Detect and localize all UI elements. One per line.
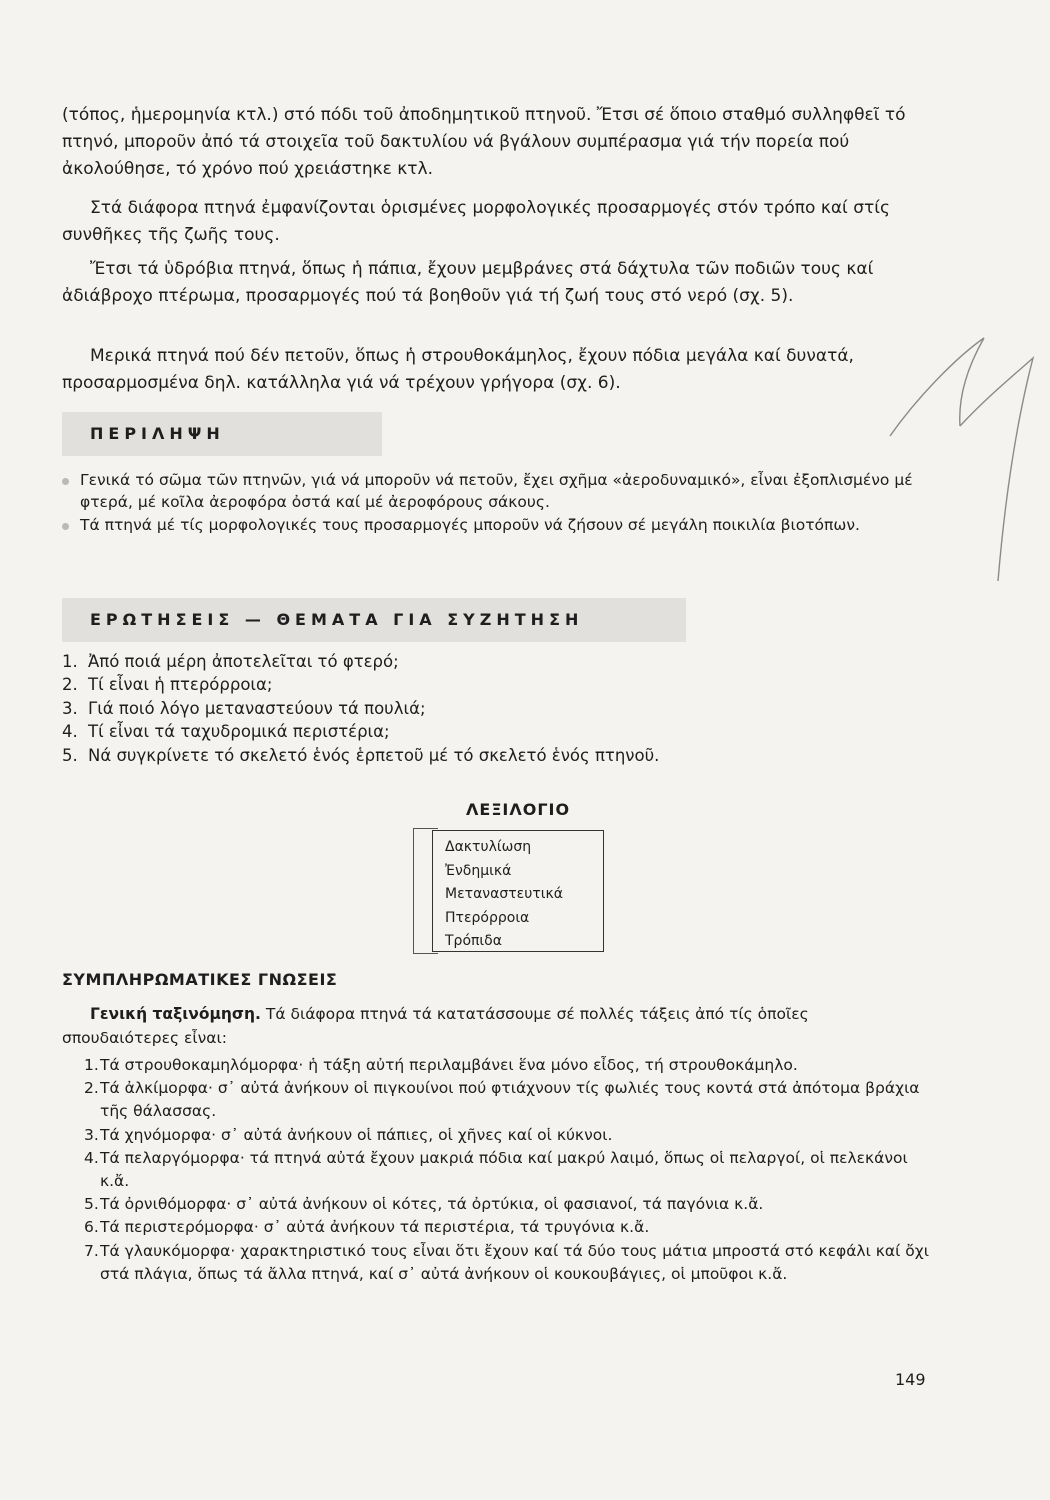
summary-item: Γενικά τό σῶμα τῶν πτηνῶν, γιά νά μποροῦν νά πετοῦν, ἔχει σχῆμα «ἀεροδυναμικό», εἶναι ἐξοπλισμένο μέ φτερά, μέ κοῖλα ἀεροφόρα ὀστά καί μέ ἀεροφόρους σάκους. — [62, 470, 932, 513]
body-paragraph-2: Στά διάφορα πτηνά ἐμφανίζονται ὁρισμένες μορφολογικές προσαρμογές στόν τρόπο καί στίς συνθῆκες τῆς ζωῆς τους. — [62, 198, 890, 245]
order-list — [62, 1054, 934, 1286]
supplementary-intro-text: Τά διάφορα πτηνά τά κατατάσσουμε σέ πολλές τάξεις ἀπό τίς ὁποῖες σπουδαιότερες εἶναι: — [62, 1005, 809, 1047]
order-item — [62, 1216, 934, 1239]
question-item — [62, 697, 659, 720]
body-paragraph-3: Ἔτσι τά ὑδρόβια πτηνά, ὅπως ἡ πάπια, ἔχουν μεμβράνες στά δάχτυλα τῶν ποδιῶν τους καί ἀδιάβροχο πτέρωμα, προσαρμογές πού τά βοηθοῦν γιά τή ζωή τους στό νερό (σχ. 5). — [62, 259, 874, 306]
summary-item: Τά πτηνά μέ τίς μορφολογικές τους προσαρμογές μποροῦν νά ζήσουν σέ μεγάλη ποικιλία βιοτόπων. — [62, 515, 932, 537]
question-text: Γιά ποιό λόγο μεταναστεύουν τά πουλιά; — [88, 698, 426, 718]
order-number: 6. — [84, 1218, 99, 1237]
order-number: 7. — [84, 1241, 99, 1260]
lexicon-list — [445, 836, 563, 954]
questions-header-band — [62, 598, 686, 642]
lexicon-term: Δακτυλίωση — [445, 839, 532, 855]
question-number: 1. — [62, 652, 78, 671]
order-text: Τά χηνόμορφα· σ᾽ αὐτά ἀνήκουν οἱ πάπιες, οἱ χῆνες καί οἱ κύκνοι. — [100, 1125, 613, 1144]
order-text: Τά ὀρνιθόμορφα· σ᾽ αὐτά ἀνήκουν οἱ κότες, τά ὀρτύκια, οἱ φασιανοί, τά παγόνια κ.ἄ. — [100, 1195, 764, 1214]
question-item — [62, 720, 659, 743]
question-text: Ἀπό ποιά μέρη ἀποτελεῖται τό φτερό; — [88, 652, 399, 671]
question-number: 2. — [62, 675, 78, 695]
order-item — [62, 1193, 934, 1216]
question-text: Νά συγκρίνετε τό σκελετό ἑνός ἑρπετοῦ μέ τό σκελετό ἑνός πτηνοῦ. — [88, 745, 660, 765]
body-paragraph-1: (τόπος, ἡμερομηνία κτλ.) στό πόδι τοῦ ἀποδημητικοῦ πτηνοῦ. Ἔτσι σέ ὅποιο σταθμό συλληφθεῖ τό πτηνό, μποροῦν ἀπό τά στοιχεῖα τοῦ δακτυλίου νά βγάλουν συμπέρασμα γιά τήν πορεία πού ἀκολούθησε, τό χρόνο πού χρειάστηκε κτλ. — [62, 105, 906, 179]
supplementary-intro — [62, 1003, 928, 1050]
supplementary-heading: ΣΥΜΠΛΗΡΩΜΑΤΙΚΕΣ ΓΝΩΣΕΙΣ — [62, 970, 338, 989]
summary-header-band — [62, 412, 382, 456]
summary-list — [62, 470, 932, 539]
page-number: 149 — [895, 1370, 926, 1389]
question-item — [62, 650, 659, 673]
question-number: 3. — [62, 698, 78, 718]
order-number: 1. — [84, 1056, 99, 1074]
question-item — [62, 673, 659, 696]
summary-title: ΠΕΡΙΛΗΨΗ — [90, 424, 225, 443]
question-text: Τί εἶναι ἡ πτερόρροια; — [88, 675, 273, 695]
order-number: 4. — [84, 1148, 99, 1167]
body-paragraph-4: Μερικά πτηνά πού δέν πετοῦν, ὅπως ἡ στρουθοκάμηλος, ἔχουν πόδια μεγάλα καί δυνατά, προσαρμοσμένα δηλ. κατάλληλα γιά νά τρέχουν γρήγορα (σχ. 6). — [62, 346, 854, 393]
order-item — [62, 1077, 934, 1123]
order-item — [62, 1054, 934, 1077]
lexicon-term: Ἐνδημικά — [445, 862, 512, 879]
question-item — [62, 744, 659, 767]
order-text: Τά στρουθοκαμηλόμορφα· ἡ τάξη αὐτή περιλαμβάνει ἕνα μόνο εἶδος, τή στρουθοκάμηλο. — [100, 1056, 798, 1074]
order-item — [62, 1124, 934, 1147]
lexicon-title: ΛΕΞΙΛΟΓΙΟ — [466, 800, 571, 819]
question-text: Τί εἶναι τά ταχυδρομικά περιστέρια; — [88, 722, 390, 742]
lexicon-term: Μεταναστευτικά — [445, 886, 563, 902]
question-number: 4. — [62, 722, 78, 742]
order-text: Τά πελαργόμορφα· τά πτηνά αὐτά ἔχουν μακριά πόδια καί μακρύ λαιμό, ὅπως οἱ πελαργοί, οἱ πελεκάνοι κ.ἄ. — [100, 1148, 908, 1191]
lexicon-term: Πτερόρροια — [445, 909, 530, 926]
pencil-mark-drawing — [888, 336, 1038, 586]
questions-title: ΕΡΩΤΗΣΕΙΣ — ΘΕΜΑΤΑ ΓΙΑ ΣΥΖΗΤΗΣΗ — [90, 610, 584, 629]
order-number: 5. — [84, 1195, 99, 1214]
order-item — [62, 1240, 934, 1286]
order-text: Τά ἀλκίμορφα· σ᾽ αὐτά ἀνήκουν οἱ πιγκουίνοι πού φτιάχνουν τίς φωλιές τους κοντά στά ἀπότομα βράχια τῆς θάλασσας. — [100, 1079, 920, 1121]
questions-list — [62, 650, 659, 767]
supplementary-intro-bold: Γενική ταξινόμηση. — [90, 1005, 261, 1023]
order-item — [62, 1147, 934, 1193]
order-number: 2. — [84, 1079, 99, 1098]
order-number: 3. — [84, 1125, 99, 1144]
question-number: 5. — [62, 745, 78, 765]
order-text: Τά γλαυκόμορφα· χαρακτηριστικό τους εἶναι ὅτι ἔχουν καί τά δύο τους μάτια μπροστά στό κεφάλι καί ὄχι στά πλάγια, ὅπως τά ἄλλα πτηνά, καί σ᾽ αὐτά ἀνήκουν οἱ κουκουβάγιες, οἱ μποῦφοι κ.ἄ. — [100, 1241, 929, 1283]
lexicon-term: Τρόπιδα — [445, 933, 502, 949]
order-text: Τά περιστερόμορφα· σ᾽ αὐτά ἀνήκουν τά περιστέρια, τά τρυγόνια κ.ἄ. — [100, 1218, 650, 1237]
